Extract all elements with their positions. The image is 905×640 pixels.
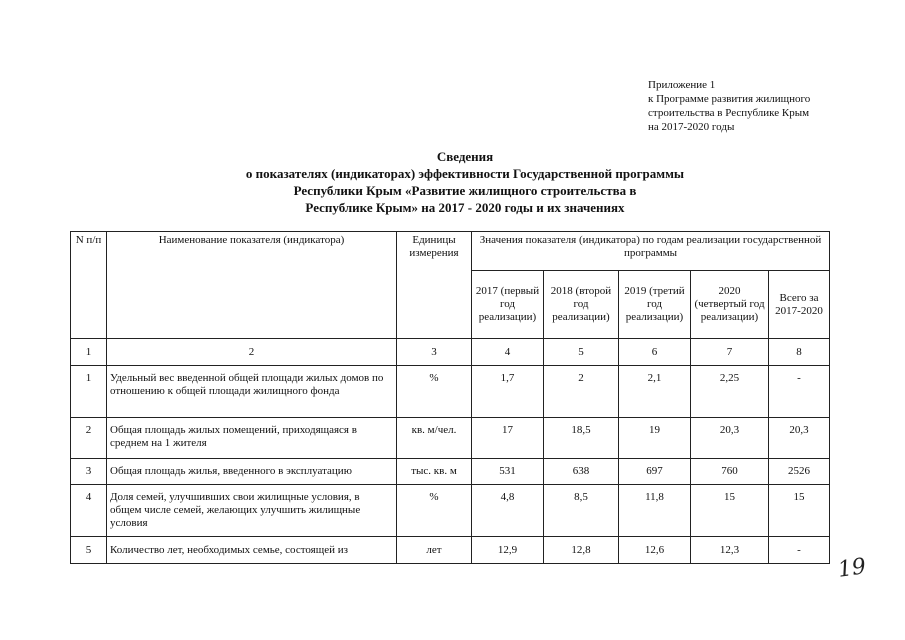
table-row [71, 418, 830, 459]
row-value-2020: 2,25 [691, 366, 769, 418]
row-num: 1 [71, 366, 107, 418]
row-value-2019: 12,6 [619, 537, 691, 564]
appendix-line: на 2017-2020 годы [648, 121, 735, 133]
col-number: 6 [619, 339, 691, 366]
appendix-note [648, 78, 810, 134]
col-number: 8 [769, 339, 830, 366]
header-year-2019: 2019 (третий год реализации) [619, 271, 691, 339]
row-value-2019: 19 [619, 418, 691, 459]
col-number: 5 [544, 339, 619, 366]
table-row [71, 459, 830, 485]
indicators-table [70, 231, 830, 564]
row-value-2018: 12,8 [544, 537, 619, 564]
row-value-2020: 12,3 [691, 537, 769, 564]
row-name: Доля семей, улучшивших свои жилищные условия, в общем числе семей, желающих улучшить жилищные условия [107, 485, 397, 537]
title-line: Сведения [436, 149, 494, 164]
row-value-2019: 11,8 [619, 485, 691, 537]
col-number: 2 [107, 339, 397, 366]
column-numbers-row [71, 339, 830, 366]
appendix-line: строительства в Республике Крым [648, 107, 810, 119]
header-values-group: Значения показателя (индикатора) по годам реализации государственной программы [472, 232, 830, 271]
row-num: 5 [71, 537, 107, 564]
row-num: 3 [71, 459, 107, 485]
header-year-2017: 2017 (первый год реализации) [472, 271, 544, 339]
title-line: Республики Крым «Развитие жилищного строительства в [293, 183, 637, 198]
row-value-2019: 697 [619, 459, 691, 485]
row-total: 15 [769, 485, 830, 537]
col-number: 4 [472, 339, 544, 366]
row-name: Общая площадь жилых помещений, приходящаяся в среднем на 1 жителя [107, 418, 397, 459]
appendix-line: Приложение 1 [648, 79, 716, 91]
row-value-2018: 8,5 [544, 485, 619, 537]
row-total: - [769, 366, 830, 418]
row-unit: % [397, 485, 472, 537]
row-value-2017: 1,7 [472, 366, 544, 418]
table-row [71, 366, 830, 418]
row-value-2018: 18,5 [544, 418, 619, 459]
table-row [71, 537, 830, 564]
row-total: - [769, 537, 830, 564]
title-line: Республике Крым» на 2017 - 2020 годы и их значениях [305, 200, 625, 215]
row-value-2017: 12,9 [472, 537, 544, 564]
row-unit: тыс. кв. м [397, 459, 472, 485]
row-value-2020: 760 [691, 459, 769, 485]
row-name: Количество лет, необходимых семье, состоящей из [107, 537, 397, 564]
page-number-handwritten: 19 [836, 554, 868, 583]
row-value-2017: 531 [472, 459, 544, 485]
header-units: Единицы измерения [397, 232, 472, 339]
appendix-line: к Программе развития жилищного [648, 93, 811, 105]
header-num: N п/п [71, 232, 107, 339]
title-line: о показателях (индикаторах) эффективности Государственной программы [245, 166, 685, 181]
header-name: Наименование показателя (индикатора) [107, 232, 397, 339]
row-total: 2526 [769, 459, 830, 485]
col-number: 3 [397, 339, 472, 366]
row-total: 20,3 [769, 418, 830, 459]
row-unit: кв. м/чел. [397, 418, 472, 459]
row-value-2017: 4,8 [472, 485, 544, 537]
header-year-2018: 2018 (второй год реализации) [544, 271, 619, 339]
header-year-2020: 2020 (четвертый год реализации) [691, 271, 769, 339]
col-number: 7 [691, 339, 769, 366]
row-value-2020: 15 [691, 485, 769, 537]
row-name: Удельный вес введенной общей площади жилых домов по отношению к общей площади жилищного фонда [107, 366, 397, 418]
row-num: 2 [71, 418, 107, 459]
header-row [71, 232, 830, 271]
row-value-2020: 20,3 [691, 418, 769, 459]
row-value-2018: 638 [544, 459, 619, 485]
row-num: 4 [71, 485, 107, 537]
row-unit: % [397, 366, 472, 418]
header-total: Всего за 2017-2020 [769, 271, 830, 339]
col-number: 1 [71, 339, 107, 366]
row-value-2018: 2 [544, 366, 619, 418]
row-name: Общая площадь жилья, введенного в эксплуатацию [107, 459, 397, 485]
document-title [150, 148, 780, 216]
row-value-2019: 2,1 [619, 366, 691, 418]
row-value-2017: 17 [472, 418, 544, 459]
table-row [71, 485, 830, 537]
row-unit: лет [397, 537, 472, 564]
